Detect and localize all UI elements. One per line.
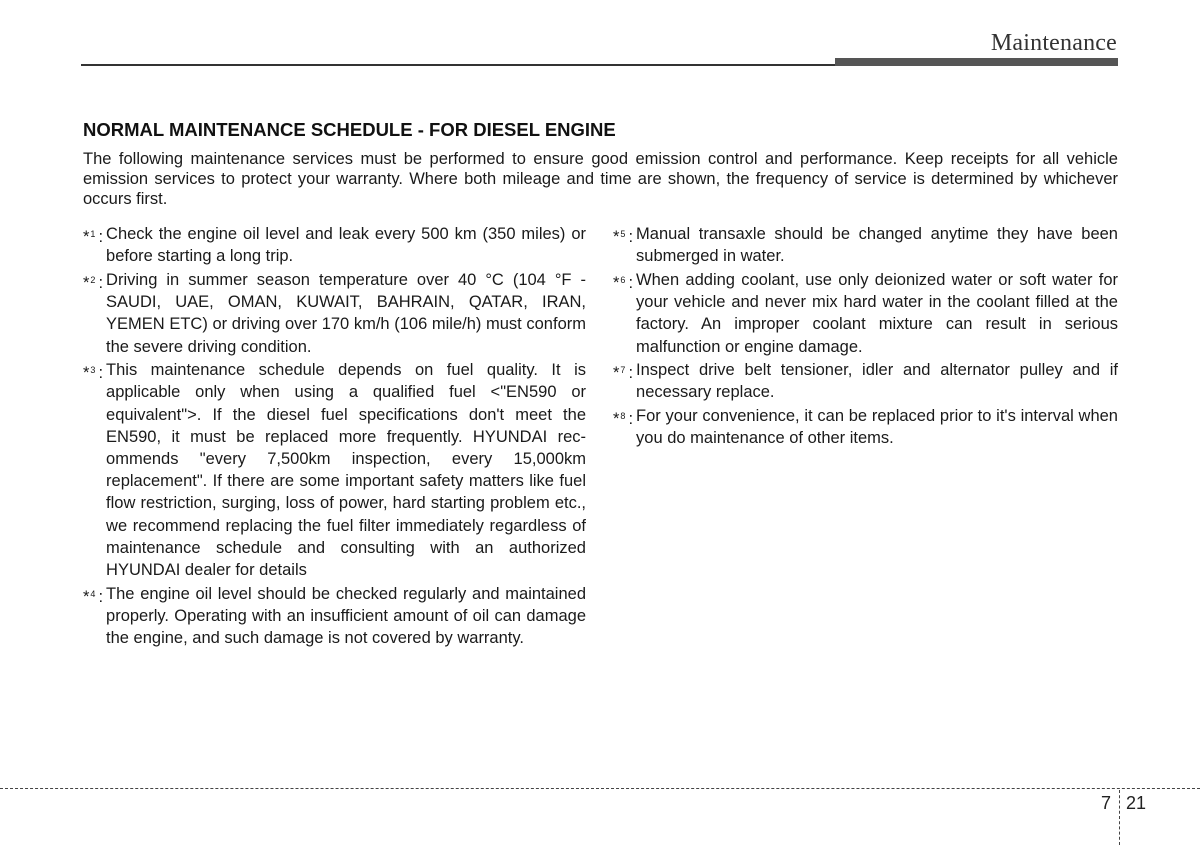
chapter-header-title: Maintenance — [990, 30, 1117, 56]
footnote-marker: *$^2$ : — [83, 273, 104, 292]
footnote-marker: *$^5$ : — [613, 228, 634, 246]
footnote-text: Manual transaxle should be changed anytime they have been submerged in water. — [636, 225, 1118, 266]
footnote-2 — [83, 269, 586, 358]
footnote-7 — [613, 359, 1118, 403]
footnote-6 — [613, 269, 1118, 358]
footnote-marker: *$^4$ : — [83, 587, 104, 606]
header-rule-accent — [835, 58, 1118, 66]
footnote-text: For your convenience, it can be replaced prior to it's interval when you do maintenance of other items. — [636, 407, 1118, 448]
footer-page-divider — [1119, 790, 1120, 845]
footnote-3 — [83, 359, 586, 581]
footnote-5 — [613, 223, 1118, 267]
header-rule — [81, 64, 841, 66]
footnote-text: Driving in summer season temperature over 40 °C (104 °F - SAUDI, UAE, OMAN, KUWAIT, BAHRAIN, QATAR, IRAN, YEMEN ETC) or driving over 170 km/h (106 mile/h) must conform the severe driving condition. — [106, 270, 586, 356]
footnote-marker: *$^7$ : — [613, 364, 634, 383]
footnote-text: When adding coolant, use only deionized water or soft water for your vehicle and never mix hard water in the coolant filled at the factory. An improper coolant mixture can result in serious malfunction or engine damage. — [636, 270, 1118, 356]
footer-divider — [0, 788, 1200, 789]
footnote-text: Check the engine oil level and leak every 500 km (350 miles) or before starting a long trip. — [106, 225, 586, 266]
notes-left-column — [83, 223, 586, 651]
footnote-1 — [83, 223, 586, 267]
footnote-marker: *$^6$ : — [613, 273, 634, 292]
footnote-text: Inspect drive belt tensioner, idler and alternator pulley and if necessary replace. — [636, 361, 1118, 402]
footnote-text: This maintenance schedule depends on fuel quality. It is applicable only when using a qualified fuel <"EN590 or equivalent">. If the diesel fuel specifications don't meet the EN590, it must be replaced more frequently. HYUNDAI recommends "every 7,500km inspection, every 15,000km replacement". If there are some important safety matters like fuel flow restriction, surging, loss of power, hard starting problem etc., we recommend replacing the fuel filter immediately regardless of maintenance schedule and consulting with an authorized HYUNDAI dealer for details — [106, 361, 586, 580]
notes-right-column — [613, 223, 1118, 451]
footnote-marker: *$^3$ : — [83, 364, 104, 383]
footnote-marker: *$^1$ : — [83, 228, 104, 246]
footnote-marker: *$^8$ : — [613, 410, 634, 429]
footnote-8 — [613, 405, 1118, 449]
footnote-4 — [83, 583, 586, 650]
intro-paragraph: The following maintenance services must be performed to ensure good emission control and performance. Keep receipts for all vehicle emission services to protect your warranty. Where both mileage and time are shown, the frequency of service is determined by whichever occurs first. — [83, 150, 1118, 208]
section-title: NORMAL MAINTENANCE SCHEDULE - FOR DIESEL ENGINE — [83, 119, 616, 140]
chapter-number: 7 — [1101, 793, 1112, 813]
page-number: 21 — [1126, 793, 1147, 813]
footnote-text: The engine oil level should be checked regularly and maintained properly. Operating with an insufficient amount of oil can damage the engine, and such damage is not covered by warranty. — [106, 584, 586, 648]
